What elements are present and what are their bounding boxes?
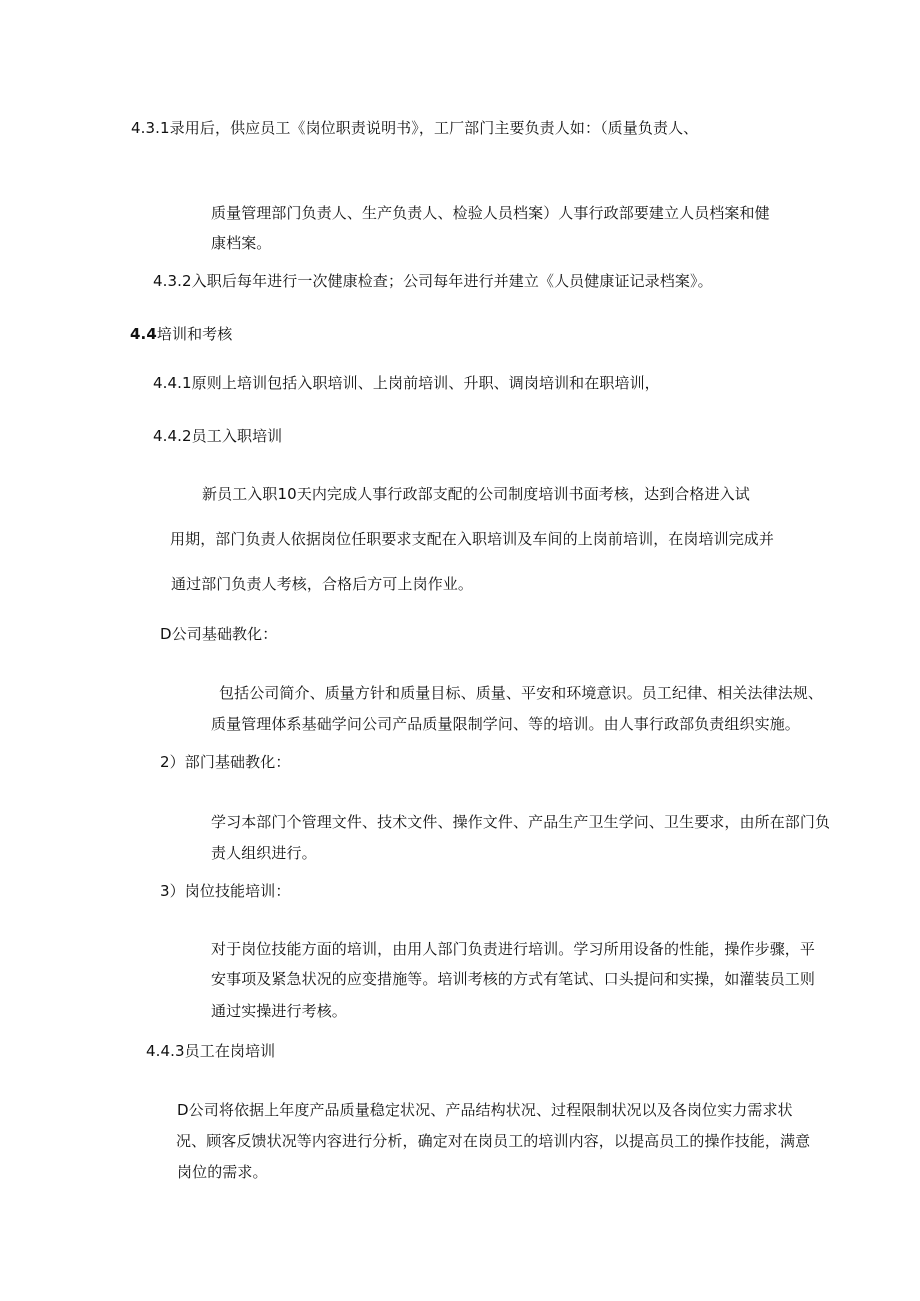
- list-item-1-text-line-1: 包括公司简介、质量方针和质量目标、质量、平安和环境意识。员工纪律、相关法律法规、: [219, 684, 824, 702]
- onboarding-paragraph-line-3: 通过部门负责人考核，合格后方可上岗作业。: [171, 575, 474, 593]
- clause-4-3-1-continued: 质量管理部门负责人、生产负责人、检验人员档案）人事行政部要建立人员档案和健: [211, 204, 770, 222]
- list-item-1-text-line-2: 质量管理体系基础学问公司产品质量限制学问、等的培训。由人事行政部负责组织实施。: [211, 715, 800, 733]
- clause-4-4-3-heading: 4.4.3员工在岗培训: [146, 1042, 276, 1060]
- list-item-3-text-line-2: 安事项及紧急状况的应变措施等。培训考核的方式有笔试、口头提问和实操，如灌装员工则: [211, 970, 816, 988]
- clause-4-3-1: 4.3.1录用后，供应员工《岗位职责说明书》，工厂部门主要负责人如：（质量负责人、: [131, 119, 699, 137]
- list-item-2-heading: 2）部门基础教化：: [160, 753, 291, 771]
- onboarding-paragraph-line-2: 用期，部门负责人依据岗位任职要求支配在入职培训及车间的上岗前培训，在岗培训完成并: [170, 530, 775, 548]
- inservice-paragraph-line-1: D公司将依据上年度产品质量稳定状况、产品结构状况、过程限制状况以及各岗位实力需求状: [177, 1101, 793, 1119]
- list-item-2-text-line-2: 责人组织进行。: [211, 844, 317, 862]
- inservice-paragraph-line-2: 况、顾客反馈状况等内容进行分析，确定对在岗员工的培训内容，以提高员工的操作技能，满意: [176, 1132, 811, 1150]
- clause-4-4-1: 4.4.1原则上培训包括入职培训、上岗前培训、升职、调岗培训和在职培训，: [153, 374, 660, 392]
- clause-4-4-2-heading: 4.4.2员工入职培训: [153, 427, 283, 445]
- section-heading-4-4: [130, 324, 232, 344]
- list-item-2-text-line-1: 学习本部门个管理文件、技术文件、操作文件、产品生产卫生学问、卫生要求，由所在部门负: [211, 813, 831, 831]
- onboarding-paragraph-line-1: 新员工入职10天内完成人事行政部支配的公司制度培训书面考核，达到合格进入试: [202, 485, 750, 503]
- inservice-paragraph-line-3: 岗位的需求。: [177, 1163, 268, 1181]
- section-title: 培训和考核: [156, 325, 233, 343]
- list-item-3-heading: 3）岗位技能培训：: [160, 882, 291, 900]
- list-item-3-text-line-3: 通过实操进行考核。: [211, 1002, 347, 1020]
- clause-4-3-1-end: 康档案。: [211, 234, 272, 252]
- section-number: 4.4: [130, 325, 157, 343]
- list-item-3-text-line-1: 对于岗位技能方面的培训，由用人部门负责进行培训。学习所用设备的性能，操作步骤，平: [211, 940, 816, 958]
- list-item-1-heading: D公司基础教化：: [160, 625, 278, 643]
- clause-4-3-2: 4.3.2入职后每年进行一次健康检查；公司每年进行并建立《人员健康证记录档案》。: [153, 272, 713, 290]
